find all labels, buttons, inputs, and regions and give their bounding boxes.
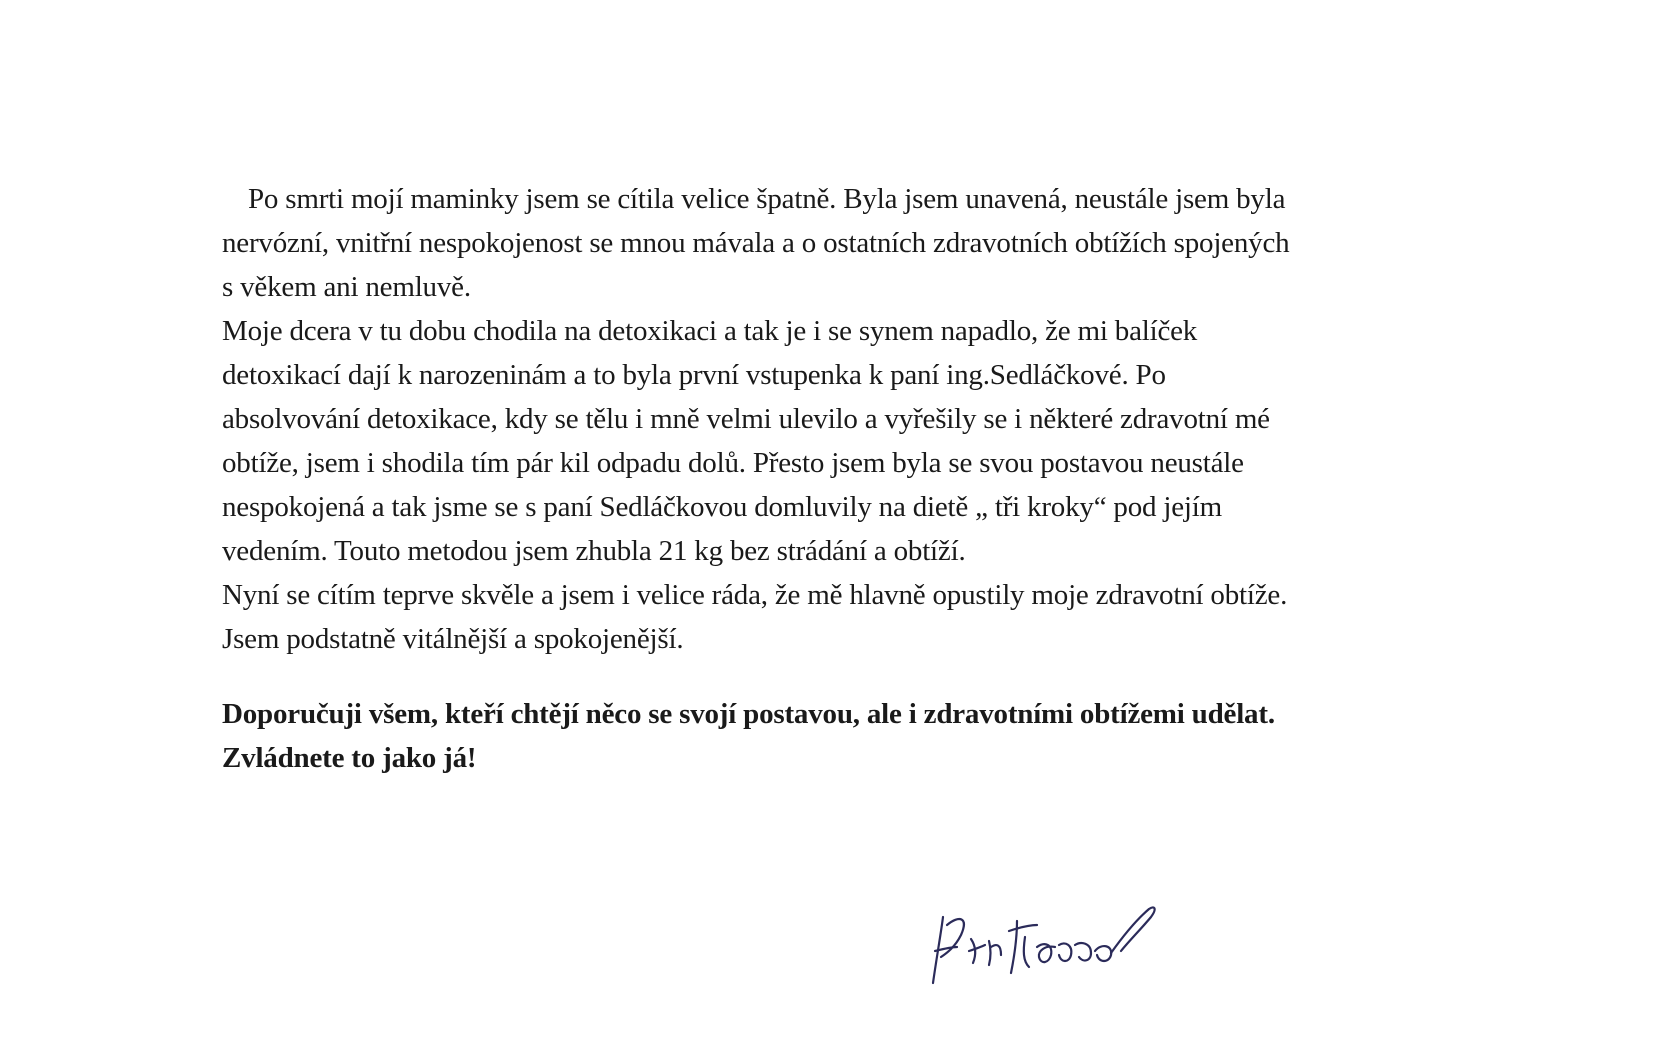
letter-line: Moje dcera v tu dobu chodila na detoxikaci a tak je i se synem napadlo, že mi balíček xyxy=(222,315,1198,347)
signature-drawing xyxy=(925,895,1205,990)
letter-line: nervózní, vnitřní nespokojenost se mnou mávala a o ostatních zdravotních obtížích spojených xyxy=(222,227,1290,259)
handwritten-signature-icon xyxy=(925,895,1205,990)
letter-line: absolvování detoxikace, kdy se tělu i mně velmi ulevilo a vyřešily se i některé zdravotní mé xyxy=(222,403,1270,435)
letter-line: nespokojená a tak jsme se s paní Sedláčkovou domluvily na dietě „ tři kroky“ pod jejím xyxy=(222,491,1222,523)
letter-line: detoxikací dají k narozeninám a to byla první vstupenka k paní ing.Sedláčkové. Po xyxy=(222,359,1166,391)
letter-line: Po smrti mojí maminky jsem se cítila velice špatně. Byla jsem unavená, neustále jsem byla xyxy=(248,183,1286,215)
closing-line-1: Doporučuji všem, kteří chtějí něco se svojí postavou, ale i zdravotními obtížemi udělat. xyxy=(222,698,1275,730)
closing-line-2: Zvládnete to jako já! xyxy=(222,742,477,774)
letter-line: Jsem podstatně vitálnější a spokojenější. xyxy=(222,623,684,655)
letter-line: obtíže, jsem i shodila tím pár kil odpadu dolů. Přesto jsem byla se svou postavou neustále xyxy=(222,447,1244,479)
letter-line: Nyní se cítím teprve skvěle a jsem i velice ráda, že mě hlavně opustily moje zdravotní obtíže. xyxy=(222,579,1288,611)
letter-line: s věkem ani nemluvě. xyxy=(222,271,471,303)
closing-recommendation xyxy=(222,692,1482,780)
letter-line: vedením. Touto metodou jsem zhubla 21 kg bez strádání a obtíží. xyxy=(222,535,966,567)
letter-body xyxy=(222,177,1482,661)
